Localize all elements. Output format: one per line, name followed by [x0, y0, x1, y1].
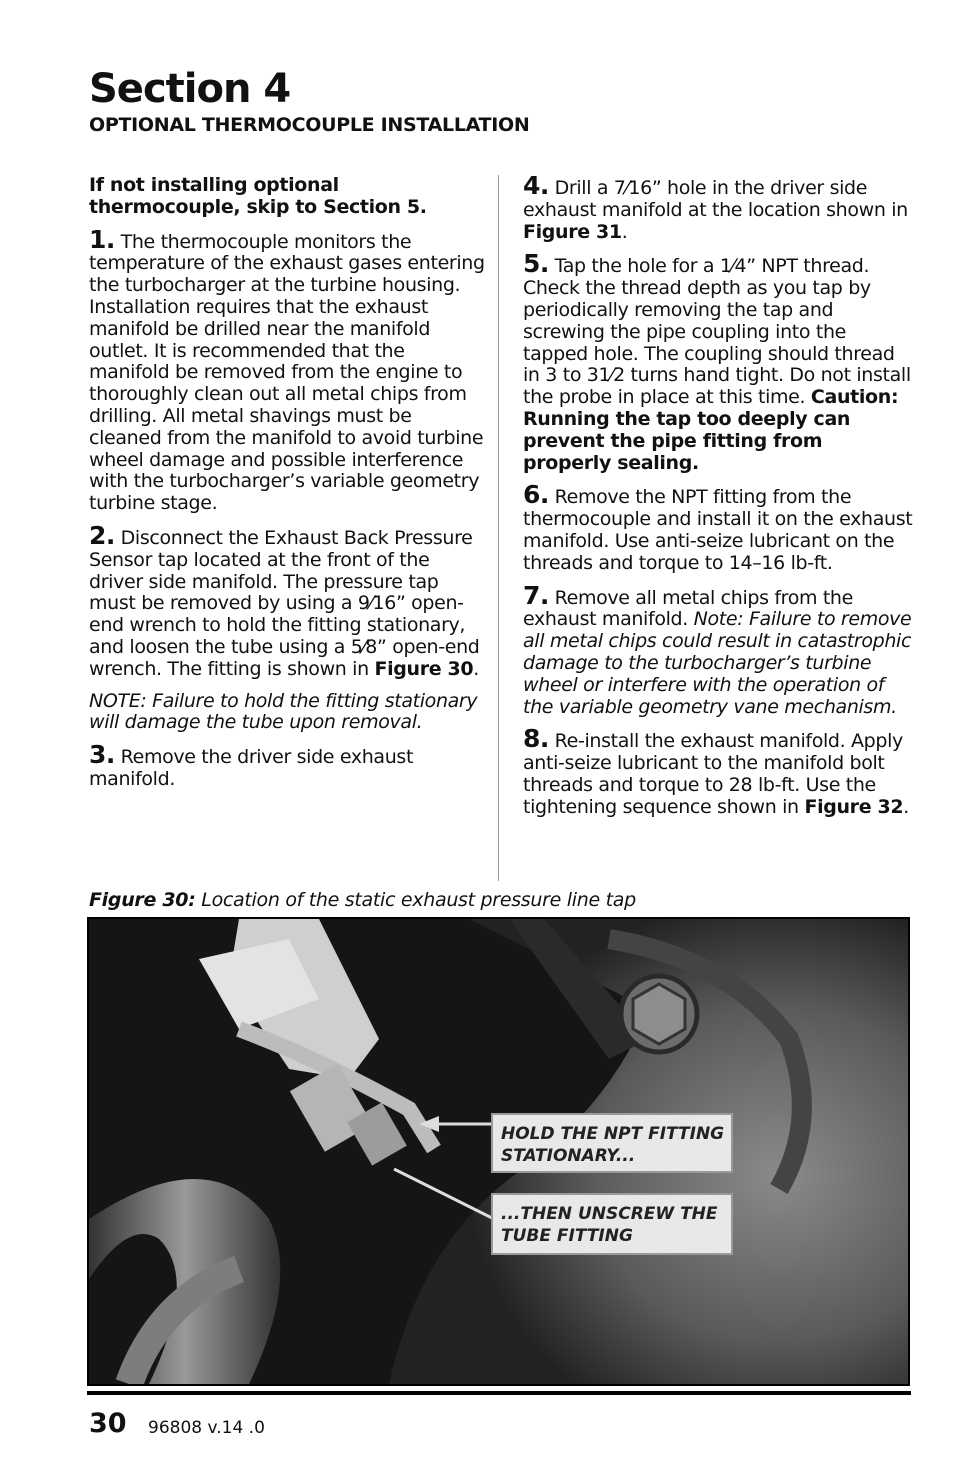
callout-1-line-2: STATIONARY... — [501, 1146, 636, 1166]
step-4 — [523, 171, 913, 243]
section-title: Section 4 — [89, 66, 291, 112]
step-5 — [523, 249, 913, 474]
step-text: Tap the hole for a 1⁄4” NPT thread. Check the thread depth as you tap by periodically removing the tap and screwing the pipe coupling into the tapped hole. The coupling should thread in 3 to 31⁄2 turns hand tight. Do not install the probe in place at this time. — [523, 255, 911, 409]
engine-photo — [87, 917, 910, 1386]
step-number: 6. — [523, 480, 549, 510]
figure-reference: Figure 31 — [523, 220, 622, 243]
step-number: 2. — [89, 520, 115, 550]
step-number: 8. — [523, 724, 549, 754]
step-2 — [89, 520, 485, 681]
step-text: Re-install the exhaust manifold. Apply anti-seize lubricant to the manifold bolt threads and torque to 28 lb-ft. Use the tightening sequence shown in — [523, 730, 903, 818]
step-end: . — [903, 795, 909, 818]
callout-1-line-1: HOLD THE NPT FITTING — [501, 1124, 725, 1144]
step-text: Disconnect the Exhaust Back Pressure Sensor tap located at the front of the driver side manifold. The pressure tap must be removed by using a 9⁄16” open-end wrench to hold the fitting stationary, and loosen the tube using a 5⁄8” open-end wrench. The fitting is shown in — [89, 526, 480, 680]
step-end: . — [621, 220, 628, 243]
left-column — [89, 175, 485, 801]
step-note: Note: Failure to remove all metal chips could result in catastrophic damage to the turbocharger’s turbine wheel or interfere with the operation of the variable geometry vane mechanism. — [523, 608, 912, 718]
step-6 — [523, 480, 913, 574]
callout-2-line-1: ...THEN UNSCREW THE — [501, 1204, 718, 1224]
step-text: Drill a 7⁄16” hole in the driver side exhaust manifold at the location shown in — [523, 177, 908, 221]
step-7 — [523, 580, 913, 719]
bolt-head — [633, 984, 685, 1044]
figure-label: Figure 30: — [89, 889, 196, 911]
right-column — [523, 171, 913, 829]
note: NOTE: Failure to hold the fitting stationary will damage the tube upon removal. — [89, 689, 478, 734]
step-end: . — [473, 657, 479, 680]
figure-caption — [89, 889, 636, 911]
step-number: 4. — [523, 171, 549, 200]
callout-2-line-2: TUBE FITTING — [501, 1226, 633, 1246]
page-number: 30 — [89, 1408, 127, 1439]
skip-instruction: If not installing optional thermocouple, skip to Section 5. — [89, 174, 427, 218]
step-number: 1. — [89, 224, 115, 254]
step-number: 5. — [523, 249, 549, 279]
figure-reference: Figure 32 — [804, 795, 904, 818]
step-number: 7. — [523, 580, 549, 610]
column-divider — [498, 175, 499, 881]
step-number: 3. — [89, 740, 115, 770]
figure-caption-text: Location of the static exhaust pressure line tap — [201, 889, 636, 911]
footer-rule — [87, 1391, 911, 1395]
step-8 — [523, 724, 913, 818]
step-text: Remove the driver side exhaust manifold. — [89, 746, 414, 790]
step-3 — [89, 740, 485, 791]
engine-photo-illustration — [89, 919, 908, 1384]
step-1 — [89, 224, 485, 515]
section-subtitle: OPTIONAL THERMOCOUPLE INSTALLATION — [89, 114, 530, 136]
caution-text: Caution: Running the tap too deeply can prevent the pipe fitting from properly sealing. — [523, 386, 899, 474]
step-text: Remove the NPT fitting from the thermocouple and install it on the exhaust manifold. Use anti-seize lubricant on the threads and torque to 14–16 lb-ft. — [523, 486, 913, 574]
step-text: The thermocouple monitors the temperature of the exhaust gases entering the turbocharger at the turbine housing. Installation requires that the exhaust manifold be drilled near the manifold outlet. It is recommended that the manifold be removed from the engine to thoroughly clean out all metal chips from drilling. All metal shavings must be cleaned from the manifold to avoid turbine wheel damage and possible interference with the turbocharger’s variable geometry turbine stage. — [89, 230, 485, 515]
figure-reference: Figure 30 — [374, 657, 474, 680]
step-text: Remove all metal chips from the exhaust manifold. — [523, 586, 853, 631]
document-code: 96808 v.14 .0 — [148, 1418, 265, 1438]
